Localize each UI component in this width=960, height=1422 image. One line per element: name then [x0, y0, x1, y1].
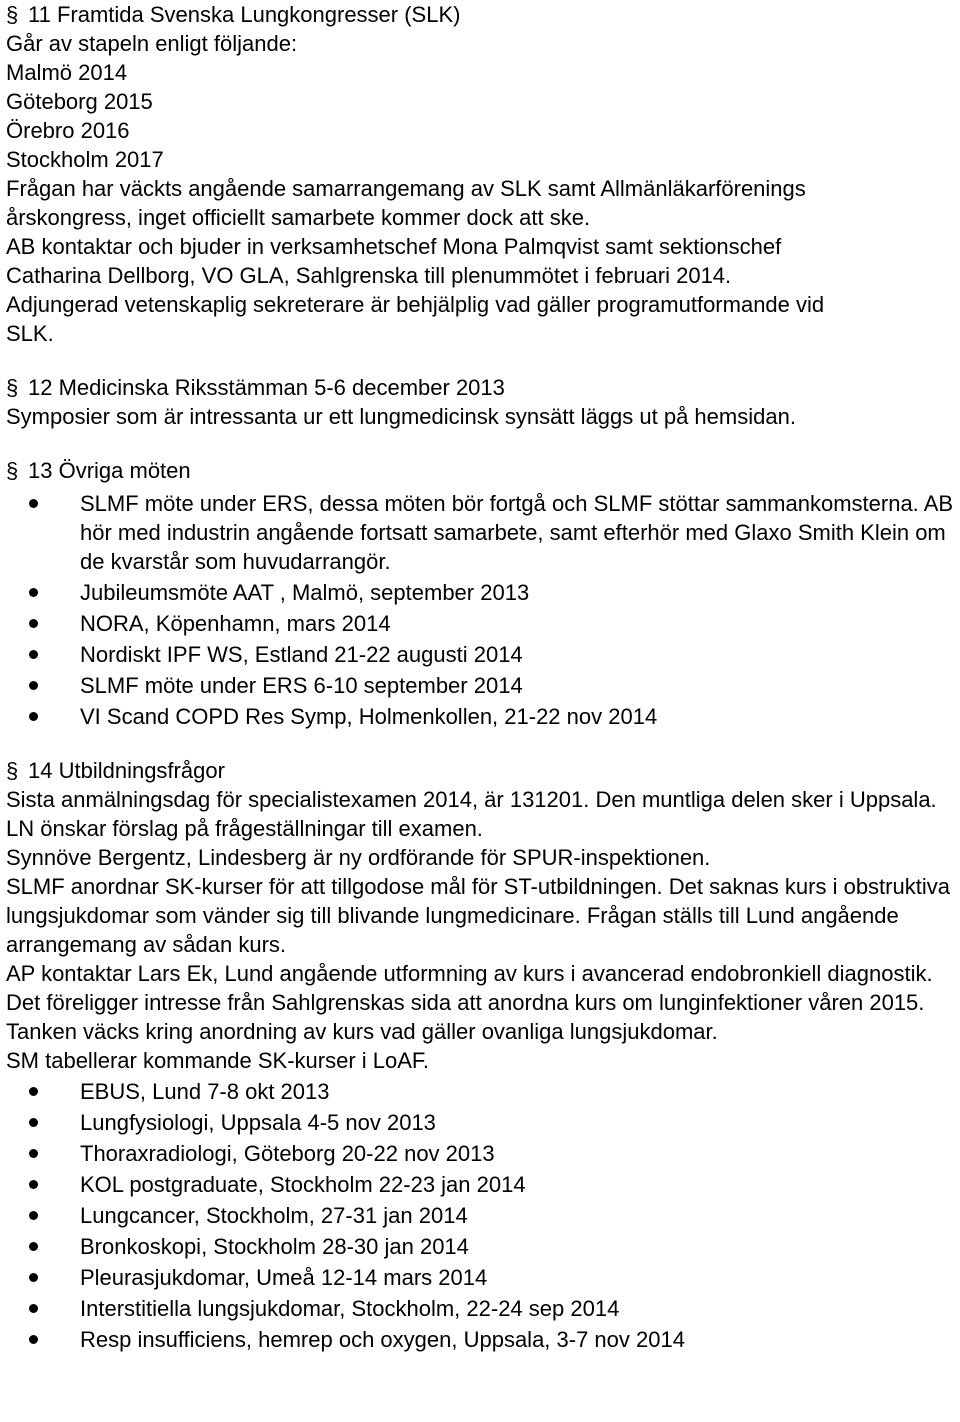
paragraph: SLMF anordnar SK-kurser för att tillgodose mål för ST-utbildningen. Det saknas kurs i obstruktiva lungsjukdomar som vänder sig till blivande lungmedicinare. Frågan ställs till Lund angående arrangemang av sådan kurs.: [6, 874, 950, 957]
section-13-heading: [6, 456, 960, 485]
list-item: [6, 1077, 960, 1106]
paragraph-line: Adjungerad vetenskaplig sekreterare är behjälplig vad gäller programutformande vid: [6, 292, 825, 317]
section-12-heading: [6, 373, 960, 402]
list-item-text: Interstitiella lungsjukdomar, Stockholm, 22-24 sep 2014: [80, 1296, 620, 1321]
paragraph: Tanken väcks kring anordning av kurs vad gäller ovanliga lungsjukdomar.: [6, 1019, 718, 1044]
bullet-icon: [29, 1149, 38, 1158]
paragraph-line: Malmö 2014: [6, 60, 128, 85]
list-item-text: Jubileumsmöte AAT , Malmö, september 2013: [80, 580, 530, 605]
section-11-title: 11 Framtida Svenska Lungkongresser (SLK): [28, 2, 461, 27]
list-item-text: Nordiskt IPF WS, Estland 21-22 augusti 2014: [80, 642, 523, 667]
list-item-text: NORA, Köpenhamn, mars 2014: [80, 611, 391, 636]
paragraph: Sista anmälningsdag för specialistexamen 2014, är 131201. Den muntliga delen sker i Uppsala. LN önskar förslag på frågeställningar till examen.: [6, 787, 937, 841]
bullet-icon: [29, 1242, 38, 1251]
section-14-title: 14 Utbildningsfrågor: [28, 758, 225, 783]
section-12-title: 12 Medicinska Riksstämman 5-6 december 2013: [28, 375, 505, 400]
section-sign-icon: §: [6, 758, 19, 783]
list-item: [6, 702, 960, 731]
bullet-icon: [29, 712, 38, 721]
paragraph-line: AB kontaktar och bjuder in verksamhetschef Mona Palmqvist samt sektionschef: [6, 234, 782, 259]
paragraph-line: Frågan har väckts angående samarrangemang av SLK samt Allmänläkarförenings: [6, 176, 806, 201]
section-14: [6, 756, 960, 1354]
bullet-icon: [29, 1211, 38, 1220]
list-item-text: Lungcancer, Stockholm, 27-31 jan 2014: [80, 1203, 468, 1228]
bullet-icon: [29, 1335, 38, 1344]
bullet-icon: [29, 1180, 38, 1189]
section-11-heading: [6, 0, 960, 29]
list-item: [6, 1232, 960, 1261]
list-item: [6, 640, 960, 669]
sk-course-list: [6, 1077, 960, 1354]
section-11: [6, 0, 960, 348]
paragraph: AP kontaktar Lars Ek, Lund angående utformning av kurs i avancerad endobronkiell diagnostik.: [6, 961, 933, 986]
bullet-icon: [29, 650, 38, 659]
list-item-text: Bronkoskopi, Stockholm 28-30 jan 2014: [80, 1234, 469, 1259]
paragraph-line: årskongress, inget officiellt samarbete kommer dock att ske.: [6, 205, 591, 230]
list-item: [6, 1170, 960, 1199]
list-item: [6, 1108, 960, 1137]
paragraph: Synnöve Bergentz, Lindesberg är ny ordförande för SPUR-inspektionen.: [6, 845, 711, 870]
list-item: [6, 1294, 960, 1323]
section-13-title: 13 Övriga möten: [28, 458, 191, 483]
list-item-text: SLMF möte under ERS, dessa möten bör fortgå och SLMF stöttar sammankomsterna. AB hör med industrin angående fortsatt samarbete, samt efterhör med Glaxo Smith Klein om de kvarstår som huvudarrangör.: [80, 491, 954, 574]
section-12: [6, 373, 960, 431]
bullet-icon: [29, 619, 38, 628]
section-sign-icon: §: [6, 458, 19, 483]
paragraph-line: SLK.: [6, 321, 54, 346]
section-14-heading: [6, 756, 960, 785]
list-item: [6, 1201, 960, 1230]
list-item-text: EBUS, Lund 7-8 okt 2013: [80, 1079, 330, 1104]
section-sign-icon: §: [6, 375, 19, 400]
list-item-text: KOL postgraduate, Stockholm 22-23 jan 2014: [80, 1172, 526, 1197]
list-item: [6, 1325, 960, 1354]
paragraph-line: Catharina Dellborg, VO GLA, Sahlgrenska till plenummötet i februari 2014.: [6, 263, 732, 288]
paragraph-line: Örebro 2016: [6, 118, 130, 143]
bullet-icon: [29, 1273, 38, 1282]
paragraph-line: Göteborg 2015: [6, 89, 153, 114]
bullet-icon: [29, 1304, 38, 1313]
list-item-text: VI Scand COPD Res Symp, Holmenkollen, 21-22 nov 2014: [80, 704, 658, 729]
section-13: [6, 456, 960, 731]
list-item-text: Pleurasjukdomar, Umeå 12-14 mars 2014: [80, 1265, 488, 1290]
bullet-icon: [29, 1118, 38, 1127]
list-item-text: Lungfysiologi, Uppsala 4-5 nov 2013: [80, 1110, 436, 1135]
list-item: [6, 609, 960, 638]
bullet-icon: [29, 588, 38, 597]
paragraph: Det föreligger intresse från Sahlgrenskas sida att anordna kurs om lunginfektioner våren 2015.: [6, 990, 925, 1015]
list-item: [6, 489, 960, 576]
bullet-icon: [29, 681, 38, 690]
bullet-icon: [29, 499, 38, 508]
list-item: [6, 1263, 960, 1292]
list-item-text: Thoraxradiologi, Göteborg 20-22 nov 2013: [80, 1141, 495, 1166]
section-13-bullet-list: [6, 489, 960, 731]
list-item: [6, 1139, 960, 1168]
list-item: [6, 578, 960, 607]
section-sign-icon: §: [6, 2, 19, 27]
paragraph-line: Går av stapeln enligt följande:: [6, 31, 298, 56]
paragraph-line: Stockholm 2017: [6, 147, 164, 172]
list-item-text: Resp insufficiens, hemrep och oxygen, Uppsala, 3-7 nov 2014: [80, 1327, 685, 1352]
list-item: [6, 671, 960, 700]
paragraph: SM tabellerar kommande SK-kurser i LoAF.: [6, 1048, 430, 1073]
bullet-icon: [29, 1087, 38, 1096]
list-item-text: SLMF möte under ERS 6-10 september 2014: [80, 673, 523, 698]
paragraph-line: Symposier som är intressanta ur ett lungmedicinsk synsätt läggs ut på hemsidan.: [6, 404, 796, 429]
